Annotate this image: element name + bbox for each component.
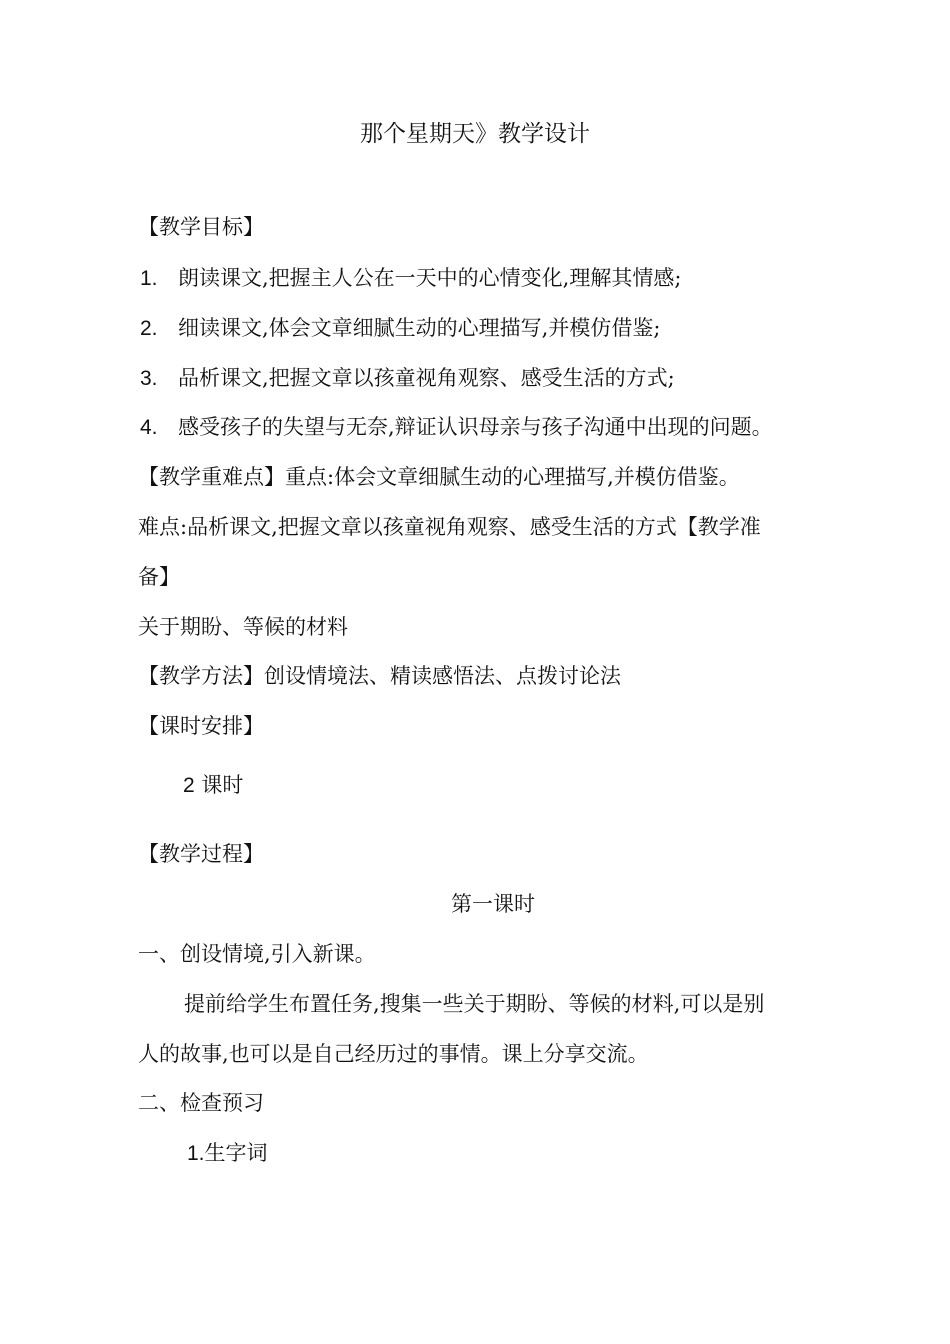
objective-number: 2. xyxy=(140,317,158,340)
document-title: 那个星期天》教学设计 xyxy=(360,121,590,147)
schedule-heading: 【课时安排】 xyxy=(138,714,264,738)
section-1-paragraph-line: 人的故事,也可以是自己经历过的事情。课上分享交流。 xyxy=(138,1042,649,1066)
difficulty-line-continued: 备】 xyxy=(138,565,180,589)
section-1-paragraph-line: 提前给学生布置任务,搜集一些关于期盼、等候的材料,可以是别 xyxy=(184,992,765,1016)
objective-text: 品析课文,把握文章以孩童视角观察、感受生活的方式; xyxy=(178,366,675,390)
section-1-heading: 一、创设情境,引入新课。 xyxy=(138,942,376,966)
objective-number: 1. xyxy=(140,267,158,290)
key-points-line: 【教学重难点】重点:体会文章细腻生动的心理描写,并模仿借鉴。 xyxy=(138,465,740,489)
objectives-heading: 【教学目标】 xyxy=(138,215,264,239)
section-2-item-number: 1. xyxy=(187,1142,205,1165)
section-2-item xyxy=(187,1139,268,1168)
objective-number: 4. xyxy=(140,416,158,439)
methods-line: 【教学方法】创设情境法、精读感悟法、点拨讨论法 xyxy=(138,664,621,688)
objective-text: 朗读课文,把握主人公在一天中的心情变化,理解其情感; xyxy=(178,266,682,290)
schedule-value xyxy=(183,771,243,800)
section-2-item-text: 生字词 xyxy=(204,1141,268,1165)
objective-item xyxy=(140,314,660,343)
first-lesson-heading: 第一课时 xyxy=(451,892,535,916)
objective-text: 细读课文,体会文章细腻生动的心理描写,并模仿借鉴; xyxy=(178,316,661,340)
difficulty-line: 难点:品析课文,把握文章以孩童视角观察、感受生活的方式【教学准 xyxy=(138,515,761,539)
schedule-number: 2 xyxy=(183,774,195,797)
materials-text: 关于期盼、等候的材料 xyxy=(138,615,348,639)
process-heading: 【教学过程】 xyxy=(138,842,264,866)
objective-item xyxy=(140,413,773,442)
objective-number: 3. xyxy=(140,367,158,390)
objective-item xyxy=(140,364,675,393)
section-2-heading: 二、检查预习 xyxy=(138,1091,264,1115)
objective-item xyxy=(140,264,681,293)
schedule-unit: 课时 xyxy=(201,773,244,797)
objective-text: 感受孩子的失望与无奈,辩证认识母亲与孩子沟通中出现的问题。 xyxy=(178,415,773,439)
